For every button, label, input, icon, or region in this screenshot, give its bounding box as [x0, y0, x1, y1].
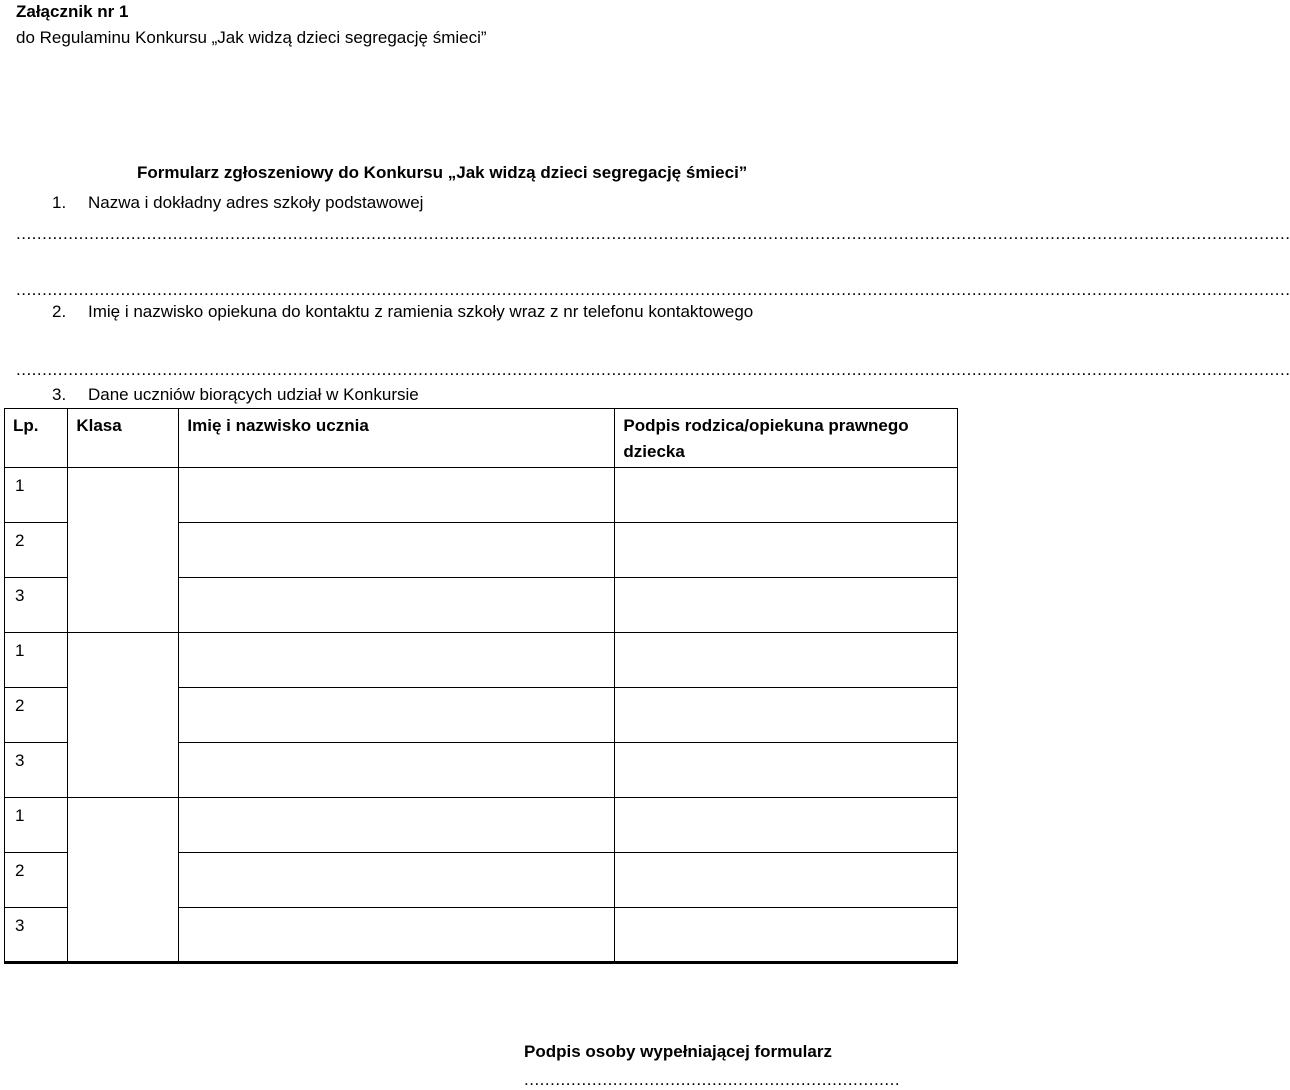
header-student-name: Imię i nazwisko ucznia — [179, 409, 615, 468]
table-header-row — [5, 409, 958, 468]
section-1-heading — [52, 193, 423, 213]
section-3-label: Dane uczniów biorących udział w Konkursie — [88, 385, 419, 404]
student-name-cell[interactable] — [179, 523, 615, 578]
header-klasa: Klasa — [68, 409, 179, 468]
student-name-cell[interactable] — [179, 468, 615, 523]
signature-cell[interactable] — [615, 578, 958, 633]
row-number: 1 — [5, 633, 68, 688]
header-guardian-signature: Podpis rodzica/opiekuna prawnego dziecka — [615, 409, 958, 468]
row-number: 2 — [5, 853, 68, 908]
section-2-number: 2. — [52, 302, 67, 321]
students-table — [4, 408, 958, 964]
class-cell[interactable] — [68, 798, 179, 963]
section-1-number: 1. — [52, 193, 67, 212]
student-name-cell[interactable] — [179, 578, 615, 633]
table-row — [5, 633, 958, 688]
student-name-cell[interactable] — [179, 633, 615, 688]
signature-cell[interactable] — [615, 798, 958, 853]
row-number: 3 — [5, 578, 68, 633]
signature-cell[interactable] — [615, 743, 958, 798]
row-number: 3 — [5, 743, 68, 798]
class-cell[interactable] — [68, 468, 179, 633]
table-row — [5, 468, 958, 523]
signature-cell[interactable] — [615, 468, 958, 523]
row-number: 1 — [5, 798, 68, 853]
signature-cell[interactable] — [615, 908, 958, 963]
student-name-cell[interactable] — [179, 853, 615, 908]
student-name-cell[interactable] — [179, 688, 615, 743]
school-address-line-2[interactable]: .................................................................................................................................................................................................................................................... — [16, 280, 1290, 299]
row-number: 2 — [5, 688, 68, 743]
attachment-title: Załącznik nr 1 — [16, 2, 129, 21]
row-number: 2 — [5, 523, 68, 578]
attachment-subtitle: do Regulaminu Konkursu „Jak widzą dzieci segregację śmieci” — [16, 28, 487, 47]
section-1-label: Nazwa i dokładny adres szkoły podstawowej — [88, 193, 424, 212]
section-2-heading — [52, 302, 753, 322]
student-name-cell[interactable] — [179, 743, 615, 798]
guardian-contact-line[interactable]: .................................................................................................................................................................................................................................................... — [16, 360, 1290, 379]
school-address-line-1[interactable]: .................................................................................................................................................................................................................................................... — [16, 224, 1290, 243]
student-name-cell[interactable] — [179, 908, 615, 963]
class-cell[interactable] — [68, 633, 179, 798]
header-lp: Lp. — [5, 409, 68, 468]
signature-cell[interactable] — [615, 633, 958, 688]
section-3-heading — [52, 385, 419, 405]
section-2-label: Imię i nazwisko opiekuna do kontaktu z ramienia szkoły wraz z nr telefonu kontaktowego — [88, 302, 754, 321]
row-number: 3 — [5, 908, 68, 963]
student-name-cell[interactable] — [179, 798, 615, 853]
signature-cell[interactable] — [615, 523, 958, 578]
signature-line[interactable]: ........................................................................ — [524, 1070, 901, 1089]
form-title: Formularz zgłoszeniowy do Konkursu „Jak widzą dzieci segregację śmieci” — [137, 163, 748, 182]
section-3-number: 3. — [52, 385, 67, 404]
row-number: 1 — [5, 468, 68, 523]
table-row — [5, 798, 958, 853]
signature-cell[interactable] — [615, 853, 958, 908]
signature-label: Podpis osoby wypełniającej formularz — [524, 1042, 832, 1061]
signature-cell[interactable] — [615, 688, 958, 743]
